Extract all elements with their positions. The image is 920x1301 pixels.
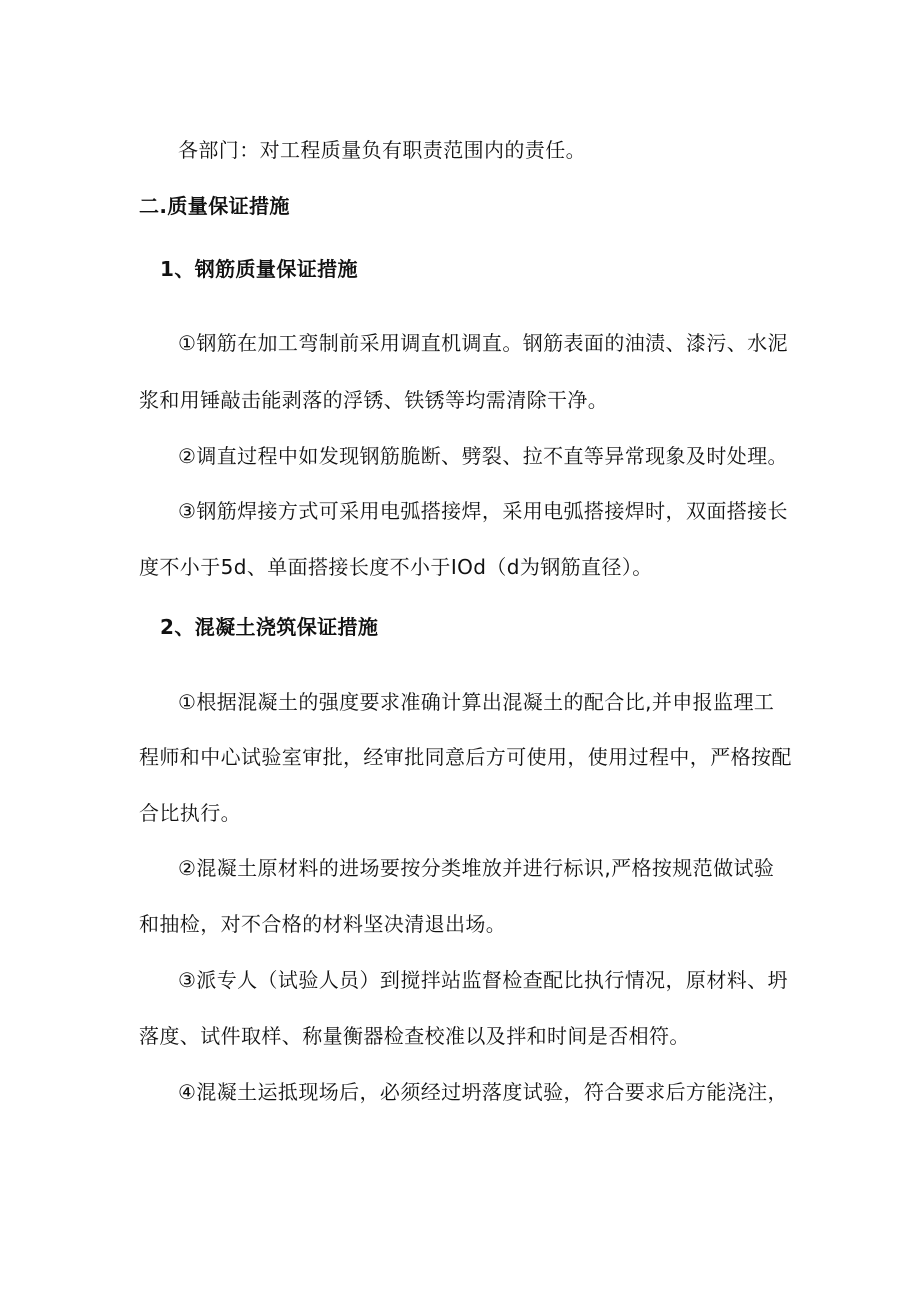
concrete-item-1-line-3: 合比执行。: [139, 801, 241, 825]
concrete-item-3-line-1: ③派专人（试验人员）到搅拌站监督检查配比执行情况，原材料、坍: [178, 968, 788, 992]
intro-paragraph: 各部门：对工程质量负有职责范围内的责任。: [178, 138, 586, 162]
rebar-item-3-line-2: 度不小于5d、单面搭接长度不小于IOd（d为钢筋直径）。: [139, 555, 653, 579]
rebar-item-3-line-1: ③钢筋焊接方式可采用电弧搭接焊，采用电弧搭接焊时，双面搭接长: [178, 499, 788, 523]
rebar-item-1-line-1: ①钢筋在加工弯制前采用调直机调直。钢筋表面的油渍、漆污、水泥: [178, 331, 788, 355]
concrete-item-4-line-1: ④混凝土运抵现场后，必须经过坍落度试验，符合要求后方能浇注，: [178, 1080, 788, 1104]
subsection-heading-concrete: 2、混凝土浇筑保证措施: [160, 615, 379, 639]
concrete-item-2-line-2: 和抽检，对不合格的材料坚决清退出场。: [139, 912, 507, 936]
concrete-item-3-line-2: 落度、试件取样、称量衡器检查校准以及拌和时间是否相符。: [139, 1024, 690, 1048]
concrete-item-1-line-2: 程师和中心试验室审批，经审批同意后方可使用，使用过程中，严格按配: [139, 745, 792, 769]
concrete-item-1-line-1: ①根据混凝土的强度要求准确计算出混凝土的配合比,并申报监理工: [178, 690, 775, 714]
section-heading: 二.质量保证措施: [139, 194, 290, 218]
rebar-item-1-line-2: 浆和用锤敲击能剥落的浮锈、铁锈等均需清除干净。: [139, 388, 609, 412]
subsection-heading-rebar: 1、钢筋质量保证措施: [160, 257, 358, 281]
rebar-item-2-line-1: ②调直过程中如发现钢筋脆断、劈裂、拉不直等异常现象及时处理。: [178, 444, 788, 468]
concrete-item-2-line-1: ②混凝土原材料的进场要按分类堆放并进行标识,严格按规范做试验: [178, 856, 775, 880]
